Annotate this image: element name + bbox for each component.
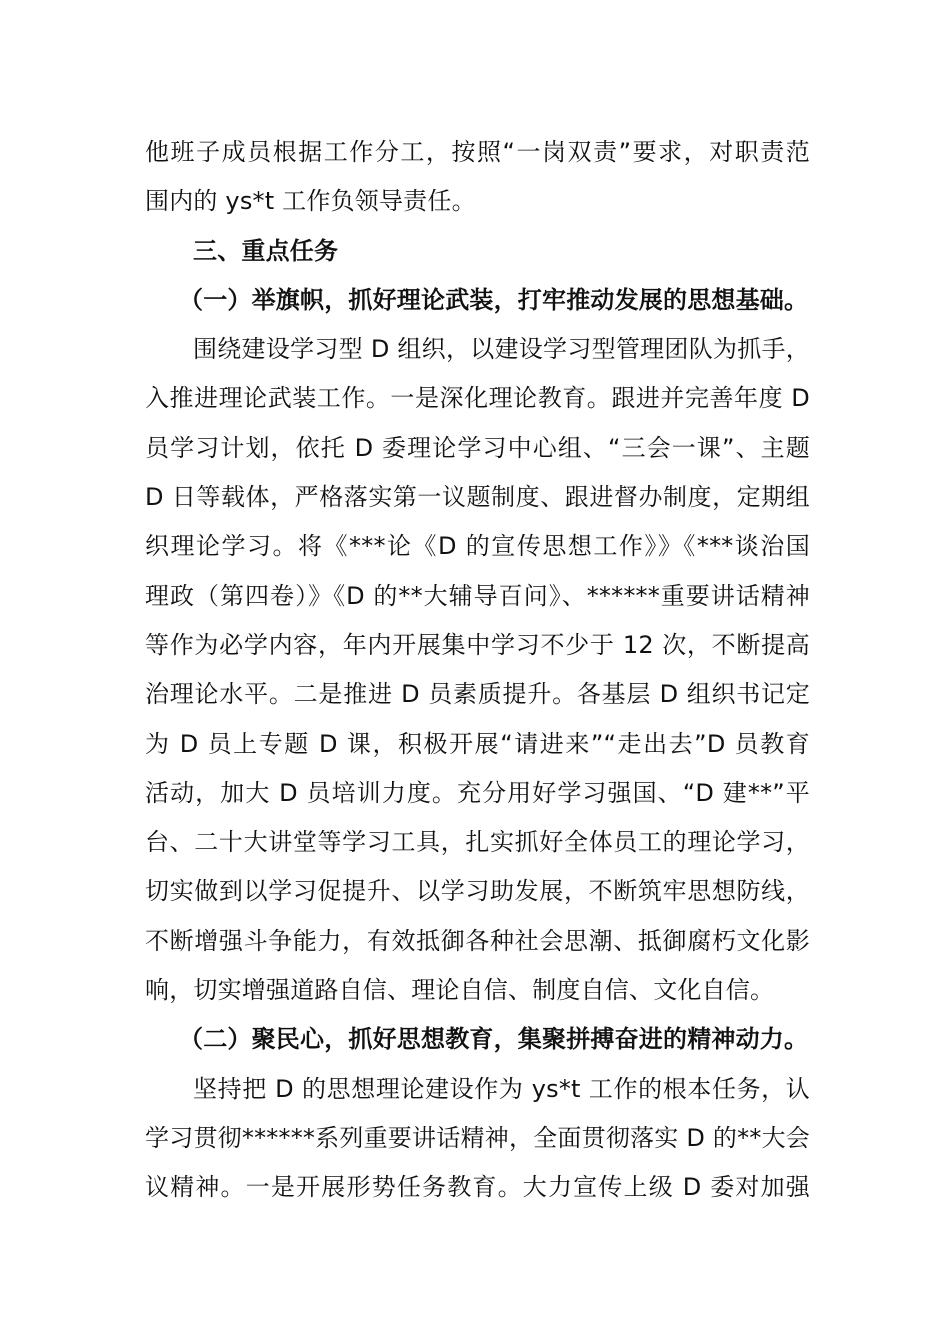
paragraph-line: 等作为必学内容，年内开展集中学习不少于 12 次，不断提高 [145, 630, 810, 659]
paragraph-line: 活动，加大 D 员培训力度。充分用好学习强国、“D 建**”平 [145, 778, 810, 807]
subsection-heading: （一）举旗帜，抓好理论武装，打牢推动发展的思想基础。 [179, 285, 809, 314]
paragraph-line: 织理论学习。将《***论《D 的宣传思想工作》》《***谈治国 [145, 532, 810, 561]
paragraph-line: 学习贯彻******系列重要讲话精神，全面贯彻落实 D 的**大会 [145, 1123, 810, 1152]
paragraph-line: 治理论水平。二是推进 D 员素质提升。各基层 D 组织书记定 [145, 680, 810, 709]
paragraph-line: 员学习计划，依托 D 委理论学习中心组、“三会一课”、主题 [145, 433, 810, 462]
paragraph-line: 围内的 ys*t 工作负领导责任。 [145, 187, 476, 216]
paragraph-line: 台、二十大讲堂等学习工具，扎实抓好全体员工的理论学习， [145, 828, 810, 857]
document-body [145, 128, 810, 1213]
paragraph-line: 理政（第四卷）》《D 的**大辅导百问》、******重要讲话精神 [145, 581, 810, 610]
section-heading: 三、重点任务 [193, 236, 339, 265]
paragraph-line: 不断增强斗争能力，有效抵御各种社会思潮、抵御腐朽文化影 [145, 926, 810, 955]
paragraph-line: 为 D 员上专题 D 课，积极开展“请进来”“走出去”D 员教育 [145, 729, 810, 758]
paragraph-line: 围绕建设学习型 D 组织，以建设学习型管理团队为抓手， [193, 335, 810, 364]
paragraph-line: 他班子成员根据工作分工，按照“一岗双责”要求，对职责范 [145, 138, 810, 166]
paragraph-line: 切实做到以学习促提升、以学习助发展，不断筑牢思想防线， [145, 877, 810, 906]
paragraph-line: 入推进理论武装工作。一是深化理论教育。跟进并完善年度 D [145, 384, 810, 413]
subsection-heading: （二）聚民心，抓好思想教育，集聚拼搏奋进的精神动力。 [179, 1025, 809, 1054]
paragraph-line: 响，切实增强道路自信、理论自信、制度自信、文化自信。 [145, 976, 775, 1005]
paragraph-line: 坚持把 D 的思想理论建设作为 ys*t 工作的根本任务，认 [193, 1074, 810, 1103]
paragraph-line: D 日等载体，严格落实第一议题制度、跟进督办制度，定期组 [145, 483, 810, 512]
paragraph-line: 议精神。一是开展形势任务教育。大力宣传上级 D 委对加强 [145, 1173, 810, 1202]
